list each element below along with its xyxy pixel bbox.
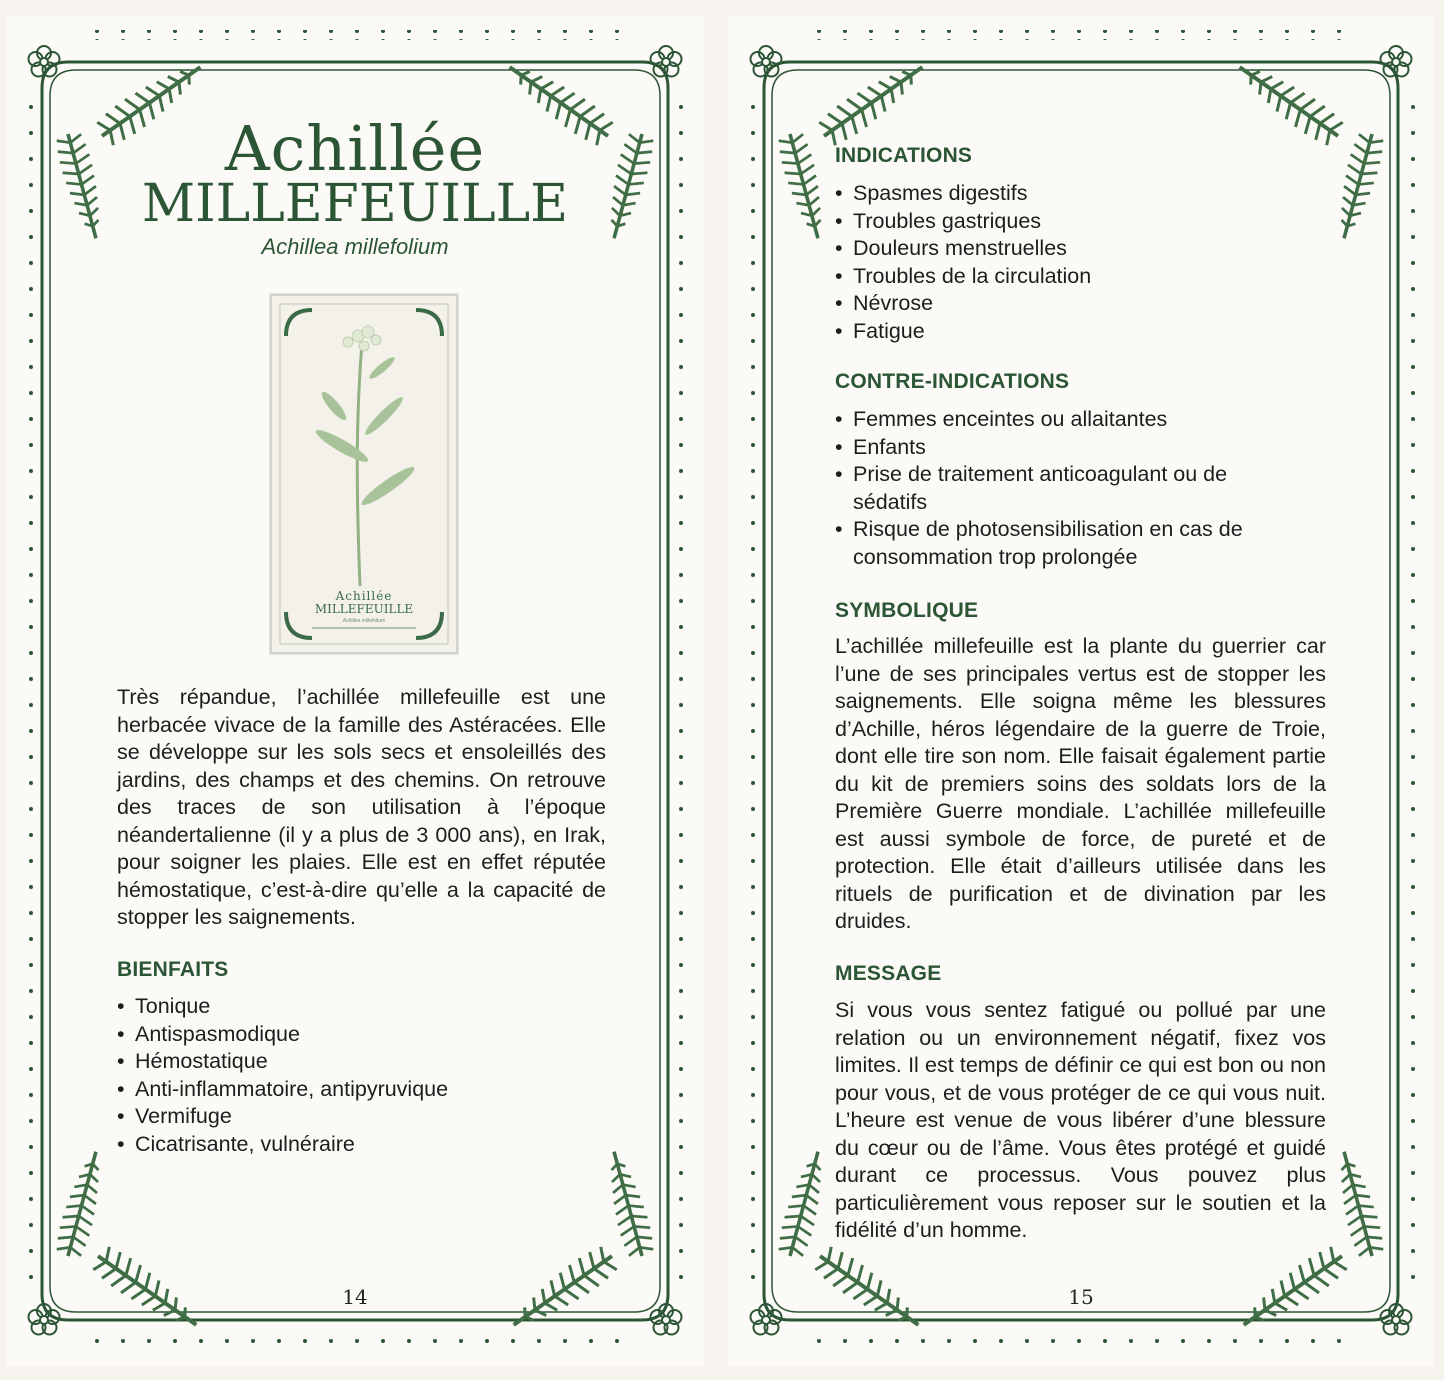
list-item: • Névrose [835, 290, 1295, 318]
list-item: • Hémostatique [117, 1048, 597, 1076]
symbolique-paragraph: L’achillée millefeuille est la plante du guerrier car l’une de ses principales vertus est de stopper les saignements. Elle soigna même les blessures d’Achille, héros légendaire de la guerre de Troie, dont elle tire son nom. Elle faisait également partie du kit de premiers soins des soldats lors de la Première Guerre mondiale. L’achillée millefeuille est aussi symbole de force, de pureté et de protection. Elle était d’ailleurs utilisée dans les rituels de purification et de divination par les druides. [835, 634, 1326, 933]
card-title-line2: MILLEFEUILLE [314, 602, 414, 616]
heading-indications: INDICATIONS [835, 144, 973, 167]
list-item: • Tonique [117, 993, 597, 1021]
list-item: • Spasmes digestifs [835, 180, 1295, 208]
heading-message: MESSAGE [835, 962, 942, 985]
intro-paragraph: Très répandue, l’achillée millefeuille est une herbacée vivace de la famille des Astéracées. Elle se développe sur les sols secs et ensoleillés des jardins, des champs et des chemins. On retrouve des traces de son utilisation à l’époque néandertalienne (il y a plus de 3 000 ans), en Irak, pour soigner les plaies. Elle est en effet réputée hémostatique, c’est-à-dire qu’elle a la capacité de stopper les saignements. [117, 685, 606, 929]
list-item: • Femmes enceintes ou allaitantes [835, 406, 1275, 434]
list-item: • Antispasmodique [117, 1021, 597, 1049]
latin-name: Achillea millefolium [261, 234, 449, 259]
bienfaits-list [117, 993, 597, 1158]
page-title-line1: Achillée [224, 112, 486, 185]
list-item: • Anti-inflammatoire, antipyruvique [117, 1076, 597, 1104]
page-number: 14 [342, 1285, 368, 1309]
list-item: • Enfants [835, 434, 1275, 462]
list-item: • Prise de traitement anticoagulant ou de sédatifs [835, 461, 1275, 516]
heading-bienfaits: BIENFAITS [117, 958, 229, 981]
list-item: • Douleurs menstruelles [835, 235, 1295, 263]
card-title-line1: Achillée [335, 589, 393, 603]
page-number: 15 [1068, 1285, 1094, 1309]
contre-indications-list [835, 406, 1275, 571]
list-item: • Cicatrisante, vulnéraire [117, 1131, 597, 1159]
message-paragraph: Si vous vous sentez fatigué ou pollué par une relation ou un environnement négatif, fixez vos limites. Il est temps de définir ce qui est bon ou non pour vous, et de vous protéger de ce qui vous nuit. L’heure est venue de vous libérer d’une blessure du cœur ou de l’âme. Vous êtes protégé et guidé durant ce processus. Vous pouvez plus particulièrement vous reposer sur le soutien et la fidélité d’un homme. [835, 998, 1326, 1242]
heading-symbolique: SYMBOLIQUE [835, 599, 979, 622]
right-page [728, 16, 1434, 1366]
left-page [6, 16, 704, 1366]
heading-contre-indications: CONTRE-INDICATIONS [835, 370, 1070, 393]
list-item: • Risque de photosensibilisation en cas de consommation trop prolongée [835, 516, 1275, 571]
indications-list [835, 180, 1295, 345]
plant-card-illustration [270, 294, 458, 654]
list-item: • Troubles de la circulation [835, 263, 1295, 291]
list-item: • Vermifuge [117, 1103, 597, 1131]
list-item: • Troubles gastriques [835, 208, 1295, 236]
page-title-line2: MILLEFEUILLE [141, 174, 569, 234]
card-subtitle: Achillea millefolium [342, 618, 386, 624]
list-item: • Fatigue [835, 318, 1295, 346]
